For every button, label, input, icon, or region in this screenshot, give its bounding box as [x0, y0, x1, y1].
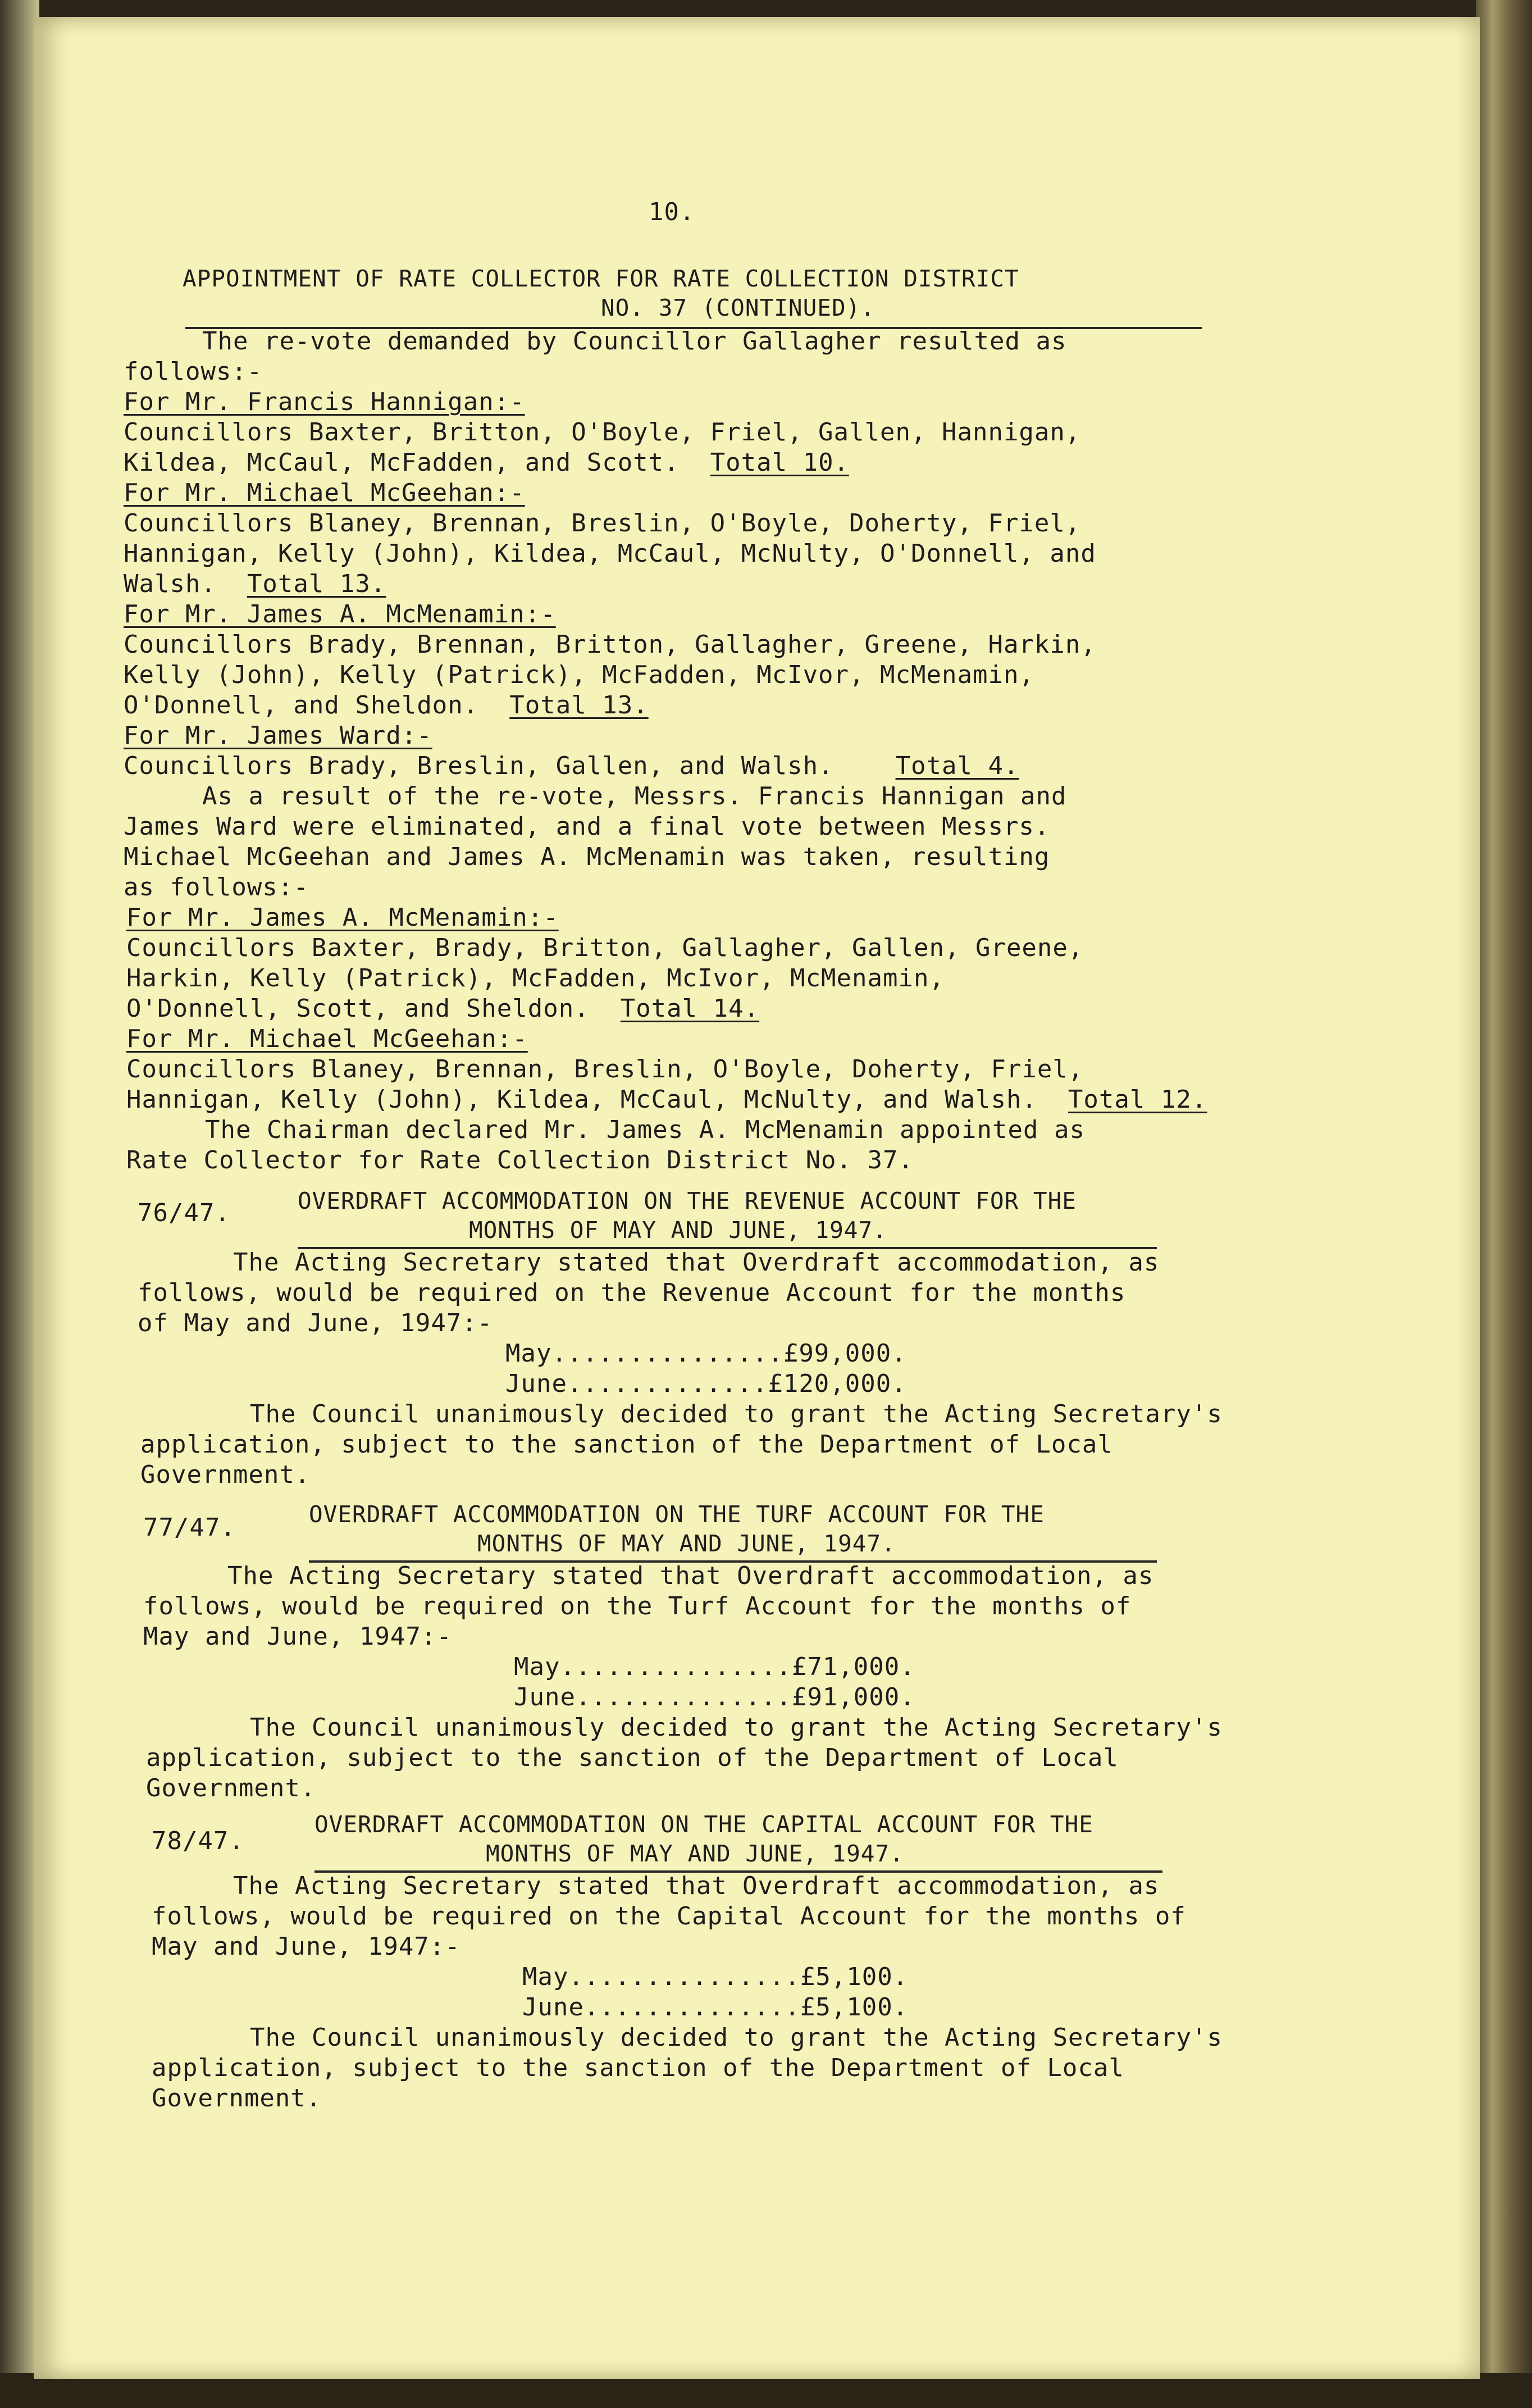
mcmenamin-total: Total 13.	[509, 691, 649, 720]
item-78-may-amount: May...............£5,100.	[522, 1963, 909, 1991]
item-78-title-cont: MONTHS OF MAY AND JUNE, 1947.	[486, 1840, 904, 1867]
item-76-june-amount: June.............£120,000.	[505, 1369, 907, 1398]
final-mcgeehan-councillors: Councillors Blaney, Brennan, Breslin, O'Boyle, Doherty, Friel,	[126, 1055, 1084, 1084]
item-77-june-amount: June..............£91,000.	[514, 1683, 915, 1711]
item-76-may-amount: May...............£99,000.	[505, 1339, 907, 1368]
ward-total: Total 4.	[895, 752, 1019, 780]
mcgeehan-councillors-last: Walsh.	[124, 570, 216, 598]
revote-intro-follows: follows:-	[124, 357, 263, 386]
section-heading: APPOINTMENT OF RATE COLLECTOR FOR RATE COLLECTION DISTRICT	[183, 265, 1019, 292]
item-76-body: The Acting Secretary stated that Overdraft accommodation, as	[233, 1248, 1160, 1277]
revote-result: As a result of the re-vote, Messrs. Francis Hannigan and	[202, 782, 1067, 811]
item-76-title-cont: MONTHS OF MAY AND JUNE, 1947.	[469, 1217, 887, 1244]
item-78-decision-cont: application, subject to the sanction of the Department of Local	[152, 2054, 1124, 2082]
item-77-decision-cont: application, subject to the sanction of the Department of Local	[146, 1744, 1119, 1772]
mcgeehan-total: Total 13.	[247, 570, 386, 598]
final-mcgeehan-heading: For Mr. Michael McGeehan:-	[126, 1025, 528, 1053]
hannigan-councillors-names: Kildea, McCaul, McFadden, and Scott.	[124, 448, 680, 477]
hannigan-heading: For Mr. Francis Hannigan:-	[124, 388, 525, 416]
revote-result-cont: James Ward were eliminated, and a final vote between Messrs.	[124, 812, 1050, 841]
mcgeehan-councillors-cont: Hannigan, Kelly (John), Kildea, McCaul, McNulty, O'Donnell, and	[124, 539, 1096, 568]
ward-councillors-names: Councillors Brady, Breslin, Gallen, and Walsh.	[124, 752, 834, 780]
mcgeehan-councillors: Councillors Blaney, Brennan, Breslin, O'Boyle, Doherty, Friel,	[124, 509, 1081, 538]
item-78-decision: The Council unanimously decided to grant the Acting Secretary's	[250, 2023, 1223, 2052]
item-78-body: The Acting Secretary stated that Overdraft accommodation, as	[233, 1872, 1160, 1900]
item-77-may-amount: May...............£71,000.	[514, 1653, 915, 1681]
item-76-title: OVERDRAFT ACCOMMODATION ON THE REVENUE ACCOUNT FOR THE	[298, 1187, 1077, 1214]
mcgeehan-heading: For Mr. Michael McGeehan:-	[124, 479, 525, 507]
final-mcmenamin-councillors: Councillors Baxter, Brady, Britton, Gallagher, Gallen, Greene,	[126, 934, 1084, 962]
mcmenamin-councillors-end	[124, 691, 649, 720]
revote-intro: The re-vote demanded by Councillor Gallagher resulted as	[202, 327, 1067, 356]
final-mcmenamin-heading: For Mr. James A. McMenamin:-	[126, 903, 559, 932]
final-mcmenamin-total: Total 14.	[620, 994, 760, 1023]
mcmenamin-councillors-last: O'Donnell, and Sheldon.	[124, 691, 479, 720]
item-76-body-cont: follows, would be required on the Revenue Account for the months	[138, 1278, 1126, 1307]
item-77-title: OVERDRAFT ACCOMMODATION ON THE TURF ACCOUNT FOR THE	[309, 1501, 1045, 1528]
mcmenamin-councillors: Councillors Brady, Brennan, Britton, Gallagher, Greene, Harkin,	[124, 630, 1096, 659]
final-mcgeehan-total: Total 12.	[1068, 1085, 1207, 1114]
page-number: 10.	[649, 198, 695, 226]
mcmenamin-councillors-cont: Kelly (John), Kelly (Patrick), McFadden, McIvor, McMenamin,	[124, 661, 1034, 689]
mcmenamin-heading: For Mr. James A. McMenamin:-	[124, 600, 556, 629]
revote-result-follows: as follows:-	[124, 873, 309, 902]
item-77-number: 77/47.	[143, 1513, 236, 1542]
item-77-body-end: May and June, 1947:-	[143, 1622, 452, 1651]
item-76-decision-cont: application, subject to the sanction of the Department of Local	[140, 1430, 1113, 1459]
hannigan-councillors: Councillors Baxter, Britton, O'Boyle, Friel, Gallen, Hannigan,	[124, 418, 1081, 447]
item-78-body-cont: follows, would be required on the Capital Account for the months of	[152, 1902, 1186, 1931]
hannigan-councillors-cont	[124, 448, 849, 477]
ward-councillors	[124, 752, 1019, 781]
ward-heading: For Mr. James Ward:-	[124, 721, 432, 750]
book-fore-edge	[1476, 0, 1532, 2408]
item-77-decision: The Council unanimously decided to grant the Acting Secretary's	[250, 1713, 1223, 1742]
item-76-body-end: of May and June, 1947:-	[138, 1309, 493, 1337]
final-mcgeehan-councillors-last: Hannigan, Kelly (John), Kildea, McCaul, McNulty, and Walsh.	[126, 1085, 1037, 1114]
item-78-june-amount: June..............£5,100.	[522, 1993, 909, 2022]
item-78-body-end: May and June, 1947:-	[152, 1932, 460, 1961]
item-78-title: OVERDRAFT ACCOMMODATION ON THE CAPITAL ACCOUNT FOR THE	[314, 1811, 1093, 1838]
item-77-body: The Acting Secretary stated that Overdraft accommodation, as	[227, 1562, 1154, 1590]
item-78-decision-end: Government.	[152, 2084, 322, 2113]
final-mcmenamin-councillors-end	[126, 994, 759, 1023]
final-mcmenamin-councillors-cont: Harkin, Kelly (Patrick), McFadden, McIvor, McMenamin,	[126, 964, 945, 993]
hannigan-total: Total 10.	[710, 448, 850, 477]
item-76-decision: The Council unanimously decided to grant the Acting Secretary's	[250, 1400, 1223, 1428]
item-76-number: 76/47.	[138, 1199, 230, 1227]
item-76-decision-end: Government.	[140, 1460, 311, 1489]
item-77-body-cont: follows, would be required on the Turf Account for the months of	[143, 1592, 1132, 1620]
item-78-number: 78/47.	[152, 1827, 244, 1855]
minutes-page	[34, 17, 1480, 2379]
final-mcmenamin-councillors-last: O'Donnell, Scott, and Sheldon.	[126, 994, 590, 1023]
chairman-declaration: The Chairman declared Mr. James A. McMenamin appointed as	[205, 1116, 1085, 1144]
revote-result-cont: Michael McGeehan and James A. McMenamin was taken, resulting	[124, 843, 1050, 871]
section-heading-continued: NO. 37 (CONTINUED).	[601, 294, 875, 321]
item-77-decision-end: Government.	[146, 1774, 316, 1802]
final-mcgeehan-councillors-end	[126, 1085, 1207, 1114]
item-77-title-cont: MONTHS OF MAY AND JUNE, 1947.	[477, 1530, 896, 1557]
mcgeehan-councillors-end	[124, 570, 386, 599]
chairman-declaration-cont: Rate Collector for Rate Collection District No. 37.	[126, 1146, 914, 1175]
